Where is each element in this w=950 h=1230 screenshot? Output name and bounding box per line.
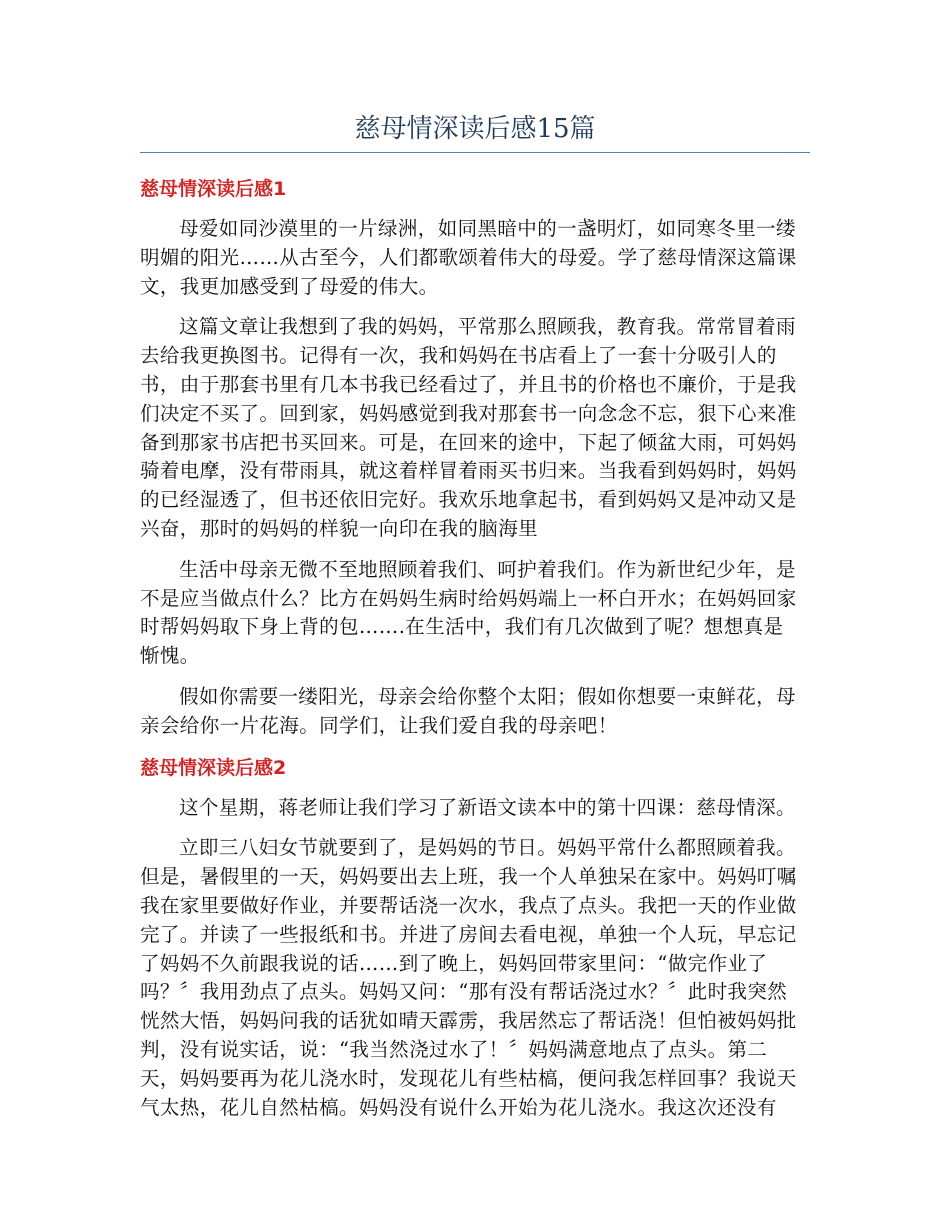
paragraph: 这篇文章让我想到了我的妈妈，平常那么照顾我，教育我。常常冒着雨去给我更换图书。记得有一次，我和妈妈在书店看上了一套十分吸引人的书，由于那套书里有几本书我已经看过了，并且书的价格也不廉价，于是我们决定不买了。回到家，妈妈感觉到我对那套书一向念念不忘，狠下心来准备到那家书店把书买回来。可是，在回来的途中，下起了倾盆大雨，可妈妈骑着电摩，没有带雨具，就这着样冒着雨买书归来。当我看到妈妈时，妈妈的已经湿透了，但书还依旧完好。我欢乐地拿起书，看到妈妈又是冲动又是兴奋，那时的妈妈的样貌一向印在我的脑海里 xyxy=(140,315,797,540)
title-underline xyxy=(140,152,810,153)
section-heading: 慈母情深读后感2 xyxy=(140,756,287,779)
section-2 xyxy=(140,753,800,1123)
paragraph: 立即三八妇女节就要到了，是妈妈的节日。妈妈平常什么都照顾着我。但是，暑假里的一天，妈妈要出去上班，我一个人单独呆在家中。妈妈叮嘱我在家里要做好作业，并要帮话浇一次水，我点了点头。我把一天的作业做完了。并读了一些报纸和书。并进了房间去看电视，单独一个人玩，早忘记了妈妈不久前跟我说的话……到了晚上，妈妈回带家里问：“做完作业了吗？〞我用劲点了点头。妈妈又问：“那有没有帮话浇过水？〞此时我突然恍然大悟，妈妈问我的话犹如晴天霹雳，我居然忘了帮话浇！但怕被妈妈批判，没有说实话，说：“我当然浇过水了！〞妈妈满意地点了点头。第二天，妈妈要再为花儿浇水时，发现花儿有些枯槁，便问我怎样回事？我说天气太热，花儿自然枯槁。妈妈没有说什么开始为花儿浇水。我这次还没有 xyxy=(140,836,797,1119)
section-1 xyxy=(140,174,800,741)
document-title: 慈母情深读后感15篇 xyxy=(354,114,596,144)
document-body xyxy=(140,174,800,1134)
paragraph: 生活中母亲无微不至地照顾着我们、呵护着我们。作为新世纪少年，是不是应当做点什么？比方在妈妈生病时给妈妈端上一杯白开水；在妈妈回家时帮妈妈取下身上背的包…….在生活中，我们有几次做到了呢？想想真是惭愧。 xyxy=(140,557,797,668)
paragraph: 这个星期，蒋老师让我们学习了新语文读本中的第十四课：慈母情深。 xyxy=(179,795,796,819)
paragraph: 母爱如同沙漠里的一片绿洲，如同黑暗中的一盏明灯，如同寒冬里一缕明媚的阳光……从古至今，人们都歌颂着伟大的母爱。学了慈母情深这篇课文，我更加感受到了母爱的伟大。 xyxy=(140,217,797,298)
section-heading: 慈母情深读后感1 xyxy=(140,178,287,200)
paragraph: 假如你需要一缕阳光，母亲会给你整个太阳；假如你想要一束鲜花，母亲会给你一片花海。同学们，让我们爱自我的母亲吧！ xyxy=(140,684,796,737)
